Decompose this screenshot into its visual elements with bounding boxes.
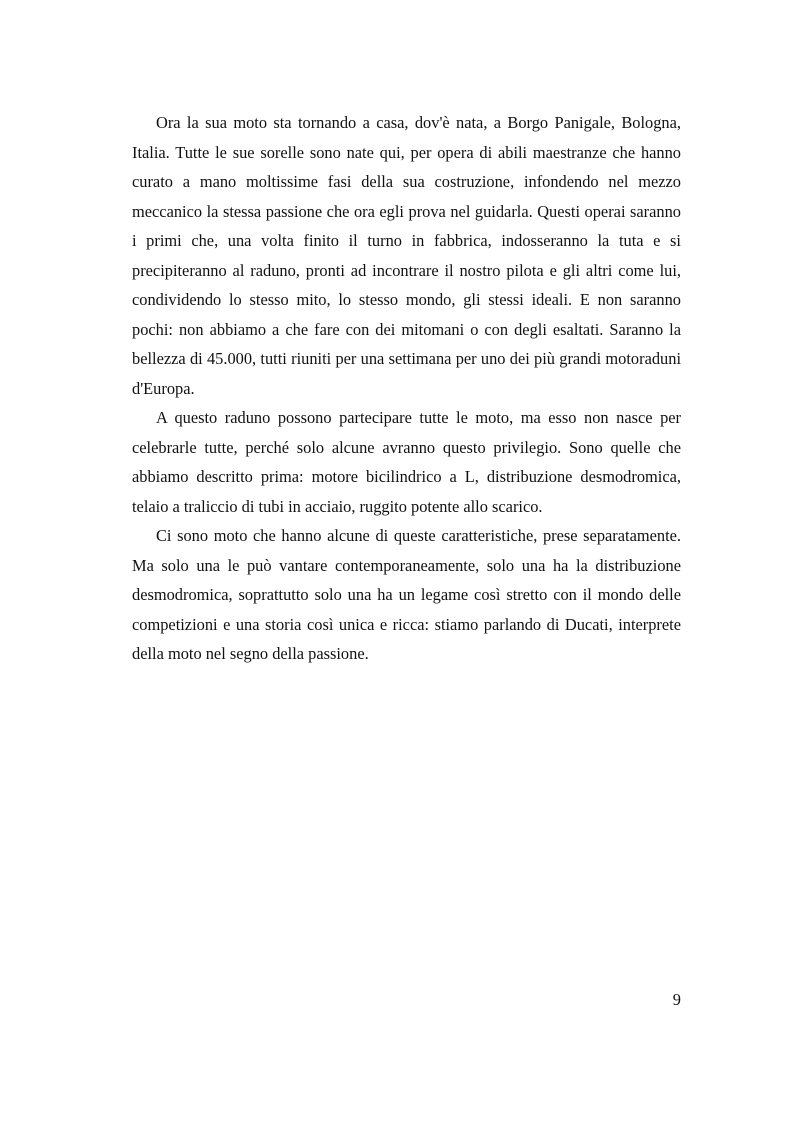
body-text xyxy=(132,108,681,669)
paragraph-1: Ora la sua moto sta tornando a casa, dov'è nata, a Borgo Panigale, Bologna, Italia. Tutte le sue sorelle sono nate qui, per opera di abili maestranze che hanno curato a mano moltissime fasi della sua costruzione, infondendo nel mezzo meccanico la stessa passione che ora egli prova nel guidarla. Questi operai saranno i primi che, una volta finito il turno in fabbrica, indosseranno la tuta e si precipiteranno al raduno, pronti ad incontrare il nostro pilota e gli altri come lui, condividendo lo stesso mito, lo stesso mondo, gli stessi ideali. E non saranno pochi: non abbiamo a che fare con dei mitomani o con degli esaltati. Saranno la bellezza di 45.000, tutti riuniti per una settimana per uno dei più grandi motoraduni d'Europa. xyxy=(132,113,681,398)
paragraph-2: A questo raduno possono partecipare tutte le moto, ma esso non nasce per celebrarle tutte, perché solo alcune avranno questo privilegio. Sono quelle che abbiamo descritto prima: motore bicilindrico a L, distribuzione desmodromica, telaio a traliccio di tubi in acciaio, ruggito potente allo scarico. xyxy=(132,408,681,516)
page-number: 9 xyxy=(672,990,681,1009)
paragraph-3: Ci sono moto che hanno alcune di queste caratteristiche, prese separatamente. Ma solo una le può vantare contemporaneamente, solo una ha la distribuzione desmodromica, soprattutto solo una ha un legame così stretto con il mondo delle competizioni e una storia così unica e ricca: stiamo parlando di Ducati, interprete della moto nel segno della passione. xyxy=(132,526,681,663)
